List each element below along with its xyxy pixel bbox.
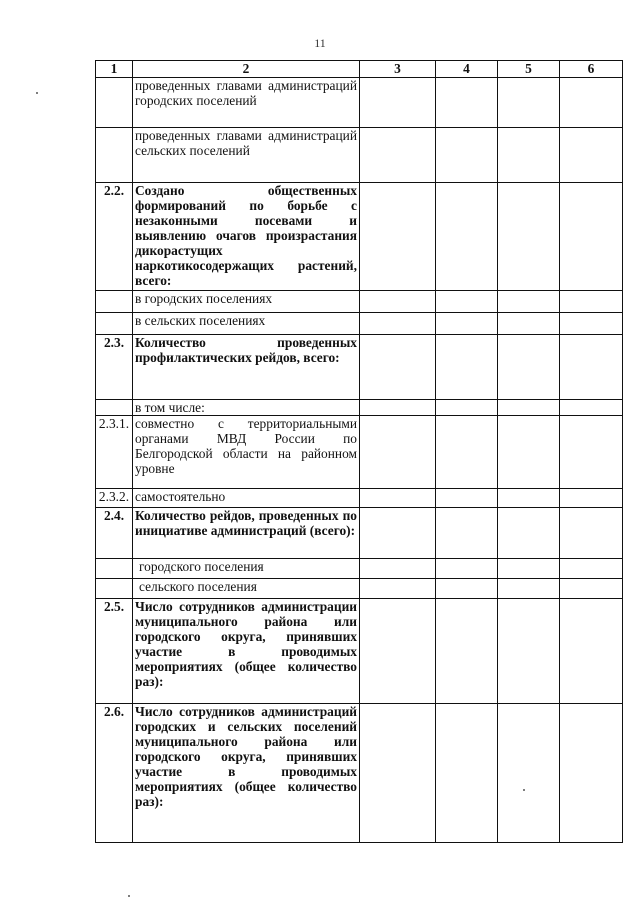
column-header-4: 4: [436, 61, 498, 78]
value-cell-col-5: [498, 579, 560, 599]
column-header-2: 2: [133, 61, 360, 78]
report-table: [95, 60, 623, 843]
value-cell-col-4: [436, 508, 498, 559]
value-cell-col-5: [498, 508, 560, 559]
table-row: [96, 313, 623, 335]
value-cell-col-5: [498, 183, 560, 291]
row-description: Число сотрудников администрации муниципального района или городского округа, принявших участие в проводимых мероприятиях (общее количество раз):: [133, 599, 360, 704]
row-description: Число сотрудников администраций городских и сельских поселений муниципального района или городского округа, принявших участие в проводимых мероприятиях (общее количество раз):: [133, 704, 360, 843]
row-number: 2.6.: [96, 704, 133, 843]
scan-speck: [128, 895, 130, 897]
header-row: [96, 61, 623, 78]
row-number: [96, 78, 133, 128]
value-cell-col-5: [498, 559, 560, 579]
value-cell-col-4: [436, 416, 498, 489]
value-cell-col-3: [360, 78, 436, 128]
row-description: совместно с территориальными органами МВД России по Белгородской области на районном уровне: [133, 416, 360, 489]
row-description: городского поселения: [133, 559, 360, 579]
table-row: [96, 704, 623, 843]
value-cell-col-4: [436, 291, 498, 313]
table-row: [96, 416, 623, 489]
value-cell-col-3: [360, 599, 436, 704]
value-cell-col-4: [436, 400, 498, 416]
value-cell-col-3: [360, 128, 436, 183]
value-cell-col-4: [436, 313, 498, 335]
page-number: 11: [314, 36, 326, 50]
row-description: в городских поселениях: [133, 291, 360, 313]
value-cell-col-5: [498, 416, 560, 489]
row-description: в том числе:: [133, 400, 360, 416]
value-cell-col-3: [360, 313, 436, 335]
table-header: [96, 61, 623, 78]
row-number: 2.4.: [96, 508, 133, 559]
value-cell-col-5: [498, 78, 560, 128]
column-header-3: 3: [360, 61, 436, 78]
table-row: [96, 508, 623, 559]
row-number: [96, 400, 133, 416]
value-cell-col-3: [360, 335, 436, 400]
table-row: [96, 183, 623, 291]
value-cell-col-3: [360, 400, 436, 416]
scan-speck: [523, 789, 525, 791]
row-number: 2.3.2.: [96, 489, 133, 508]
value-cell-col-4: [436, 183, 498, 291]
value-cell-col-4: [436, 559, 498, 579]
value-cell-col-5: [498, 128, 560, 183]
value-cell-col-3: [360, 183, 436, 291]
value-cell-col-4: [436, 579, 498, 599]
row-description: в сельских поселениях: [133, 313, 360, 335]
value-cell-col-4: [436, 489, 498, 508]
table-body: [96, 78, 623, 843]
value-cell-col-5: [498, 313, 560, 335]
row-description: сельского поселения: [133, 579, 360, 599]
value-cell-col-3: [360, 704, 436, 843]
value-cell-col-6: [560, 599, 623, 704]
value-cell-col-6: [560, 400, 623, 416]
row-description: Количество проведенных профилактических рейдов, всего:: [133, 335, 360, 400]
row-description: Количество рейдов, проведенных по инициативе администраций (всего):: [133, 508, 360, 559]
value-cell-col-4: [436, 78, 498, 128]
value-cell-col-5: [498, 400, 560, 416]
value-cell-col-6: [560, 489, 623, 508]
value-cell-col-5: [498, 335, 560, 400]
row-description: Создано общественных формирований по борьбе с незаконными посевами и выявлению очагов произрастания дикорастущих наркотикосодержащих растений, всего:: [133, 183, 360, 291]
value-cell-col-5: [498, 704, 560, 843]
value-cell-col-6: [560, 335, 623, 400]
row-description: проведенных главами администраций сельских поселений: [133, 128, 360, 183]
table-row: [96, 599, 623, 704]
value-cell-col-6: [560, 78, 623, 128]
row-number: [96, 579, 133, 599]
value-cell-col-3: [360, 559, 436, 579]
value-cell-col-6: [560, 704, 623, 843]
table-row: [96, 291, 623, 313]
table-row: [96, 128, 623, 183]
value-cell-col-6: [560, 313, 623, 335]
column-header-1: 1: [96, 61, 133, 78]
row-number: 2.2.: [96, 183, 133, 291]
value-cell-col-3: [360, 579, 436, 599]
value-cell-col-6: [560, 416, 623, 489]
value-cell-col-6: [560, 559, 623, 579]
row-number: [96, 313, 133, 335]
column-header-6: 6: [560, 61, 623, 78]
row-description: проведенных главами администраций городских поселений: [133, 78, 360, 128]
value-cell-col-4: [436, 599, 498, 704]
scan-speck: [36, 92, 38, 94]
value-cell-col-4: [436, 704, 498, 843]
value-cell-col-3: [360, 416, 436, 489]
value-cell-col-6: [560, 508, 623, 559]
table-row: [96, 559, 623, 579]
table-row: [96, 335, 623, 400]
table-row: [96, 78, 623, 128]
value-cell-col-6: [560, 128, 623, 183]
row-description: самостоятельно: [133, 489, 360, 508]
value-cell-col-3: [360, 291, 436, 313]
table-row: [96, 579, 623, 599]
table-row: [96, 489, 623, 508]
value-cell-col-6: [560, 291, 623, 313]
value-cell-col-5: [498, 599, 560, 704]
value-cell-col-3: [360, 489, 436, 508]
row-number: 2.5.: [96, 599, 133, 704]
row-number: 2.3.: [96, 335, 133, 400]
row-number: 2.3.1.: [96, 416, 133, 489]
value-cell-col-4: [436, 128, 498, 183]
value-cell-col-6: [560, 579, 623, 599]
value-cell-col-4: [436, 335, 498, 400]
row-number: [96, 128, 133, 183]
value-cell-col-5: [498, 291, 560, 313]
column-header-5: 5: [498, 61, 560, 78]
table-row: [96, 400, 623, 416]
value-cell-col-6: [560, 183, 623, 291]
row-number: [96, 291, 133, 313]
row-number: [96, 559, 133, 579]
value-cell-col-5: [498, 489, 560, 508]
value-cell-col-3: [360, 508, 436, 559]
